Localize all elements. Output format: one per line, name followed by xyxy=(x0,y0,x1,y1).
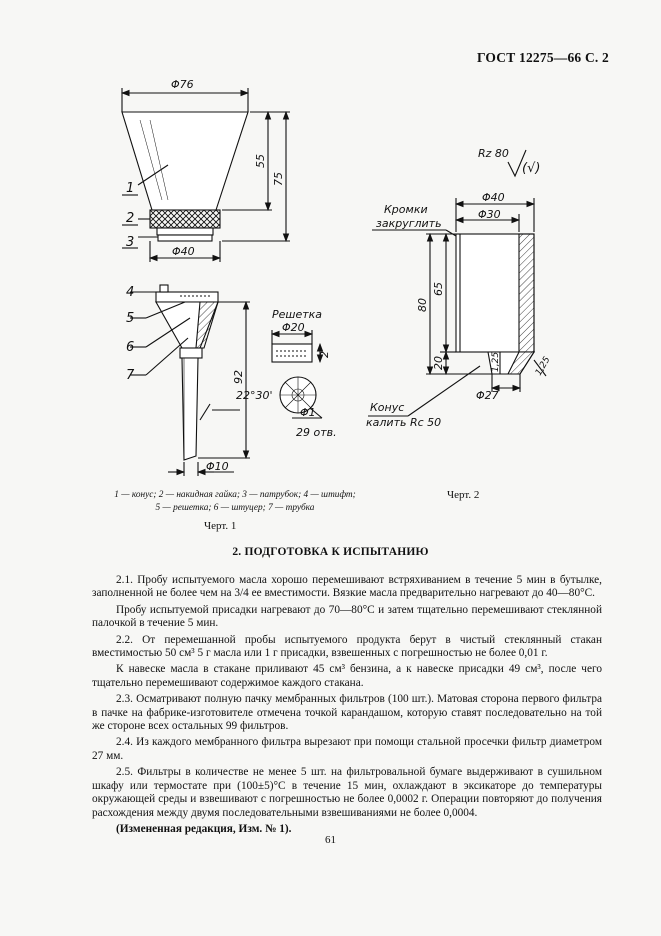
fig2-dim-d27: Φ27 xyxy=(476,389,499,402)
fig1-grid-h2: 2 xyxy=(318,351,331,358)
fig2-edges-2: закруглить xyxy=(376,217,442,230)
fig1-dim-h92: 92 xyxy=(232,370,245,384)
fig1-grid-d1: Φ1 xyxy=(300,406,316,419)
figure-1 xyxy=(122,88,322,476)
page-header: ГОСТ 12275—66 С. 2 xyxy=(476,50,609,65)
fig1-grid-d20: Φ20 xyxy=(282,321,305,334)
fig2-dim-d40: Φ40 xyxy=(482,191,505,204)
fig1-caption: Черт. 1 xyxy=(204,520,237,532)
fig1-part-3: 3 xyxy=(126,235,135,250)
fig1-grid-holes: 29 отв. xyxy=(296,426,337,439)
fig1-dim-d10: Φ10 xyxy=(206,460,229,473)
fig2-check: (√) xyxy=(522,161,541,176)
fig2-dim-h125a: 1,25 xyxy=(491,351,501,372)
fig2-cone-2: калить Rc 50 xyxy=(366,416,442,429)
fig2-cone-1: Конус xyxy=(370,401,405,414)
fig2-dim-h20: 20 xyxy=(432,356,445,370)
fig1-legend-line-2: 5 — решетка; 6 — штуцер; 7 — трубка xyxy=(155,503,315,513)
page-number: 61 xyxy=(325,834,336,846)
fig1-legend-line-1: 1 — конус; 2 — накидная гайка; 3 — патрубок; 4 — штифт; xyxy=(114,490,356,500)
fig2-dim-h125b: 1,25 xyxy=(533,355,553,378)
fig2-dim-d30: Φ30 xyxy=(478,208,501,221)
fig2-dim-h65: 65 xyxy=(432,282,445,296)
paragraph-2-1: 2.1. Пробу испытуемого масла хорошо перемешивают встряхиванием в течение 5 мин в бутылке, заполненной не более чем на 3/4 ее вместимости. Вязкие масла предварительно нагревают до 40—80°С. xyxy=(92,574,602,600)
fig2-roughness: Rz 80 xyxy=(478,147,509,160)
paragraph-2-5: 2.5. Фильтры в количестве не менее 5 шт. на фильтровальной бумаге выдерживают в сушильном шкафу или термостате при (100±5)°С в течение 15 мин, охлаждают в эксикаторе до температуры окружающей среды и взвешивают с погрешностью не более 0,0002 г. Операции повторяют до получения расхождения между двумя последовательными взвешиваниями не более 0,0004. xyxy=(92,766,602,819)
fig1-part-2: 2 xyxy=(126,211,135,226)
fig2-caption: Черт. 2 xyxy=(447,489,480,501)
paragraph-2-2b: К навеске масла в стакане приливают 45 см³ бензина, а к навеске присадки 49 см³, после чего тщательно перемешивают содержимое каждого стакана. xyxy=(92,663,602,689)
fig1-dim-h55: 55 xyxy=(254,154,267,168)
fig1-legend xyxy=(110,489,360,515)
paragraph-2-1b: Пробу испытуемой присадки нагревают до 70—80°С и затем тщательно перемешивают стеклянной палочкой в течение 5 мин. xyxy=(92,603,602,630)
fig1-dim-h75: 75 xyxy=(272,172,285,186)
paragraph-2-3: 2.3. Осматривают полную пачку мембранных фильтров (100 шт.). Матовая сторона первого фильтра в пачке на фабрике-изготовителе отмечена точкой карандашом, которую ставят последовательно на той же стороне всех остальных 99 фильтров. xyxy=(92,693,602,733)
fig1-part-6: 6 xyxy=(126,340,135,355)
technical-drawings xyxy=(0,60,661,490)
fig2-edges-1: Кромки xyxy=(384,203,428,216)
section-title: 2. ПОДГОТОВКА К ИСПЫТАНИЮ xyxy=(232,546,429,558)
figure-2 xyxy=(368,150,546,416)
fig1-part-1: 1 xyxy=(126,181,135,196)
fig1-part-5: 5 xyxy=(126,311,135,326)
fig1-dim-d76: Φ76 xyxy=(171,78,194,91)
fig1-grid-title: Решетка xyxy=(272,308,323,321)
amendment-note: (Измененная редакция, Изм. № 1). xyxy=(116,822,292,835)
fig1-dim-angle: 22°30' xyxy=(236,389,273,402)
fig2-dim-h80: 80 xyxy=(416,298,429,312)
fig1-part-7: 7 xyxy=(126,368,135,383)
fig1-dim-d40: Φ40 xyxy=(172,245,195,258)
fig1-part-4: 4 xyxy=(126,285,135,300)
paragraph-2-2: 2.2. От перемешанной пробы испытуемого продукта берут в чистый стеклянный стакан вместимостью 50 см³ 5 г масла или 1 г присадки, взвешенных с погрешностью не более 0,01 г. xyxy=(92,633,602,660)
body-text xyxy=(92,574,602,839)
paragraph-2-4: 2.4. Из каждого мембранного фильтра вырезают при помощи стальной просечки фильтр диаметром 27 мм. xyxy=(92,736,602,762)
